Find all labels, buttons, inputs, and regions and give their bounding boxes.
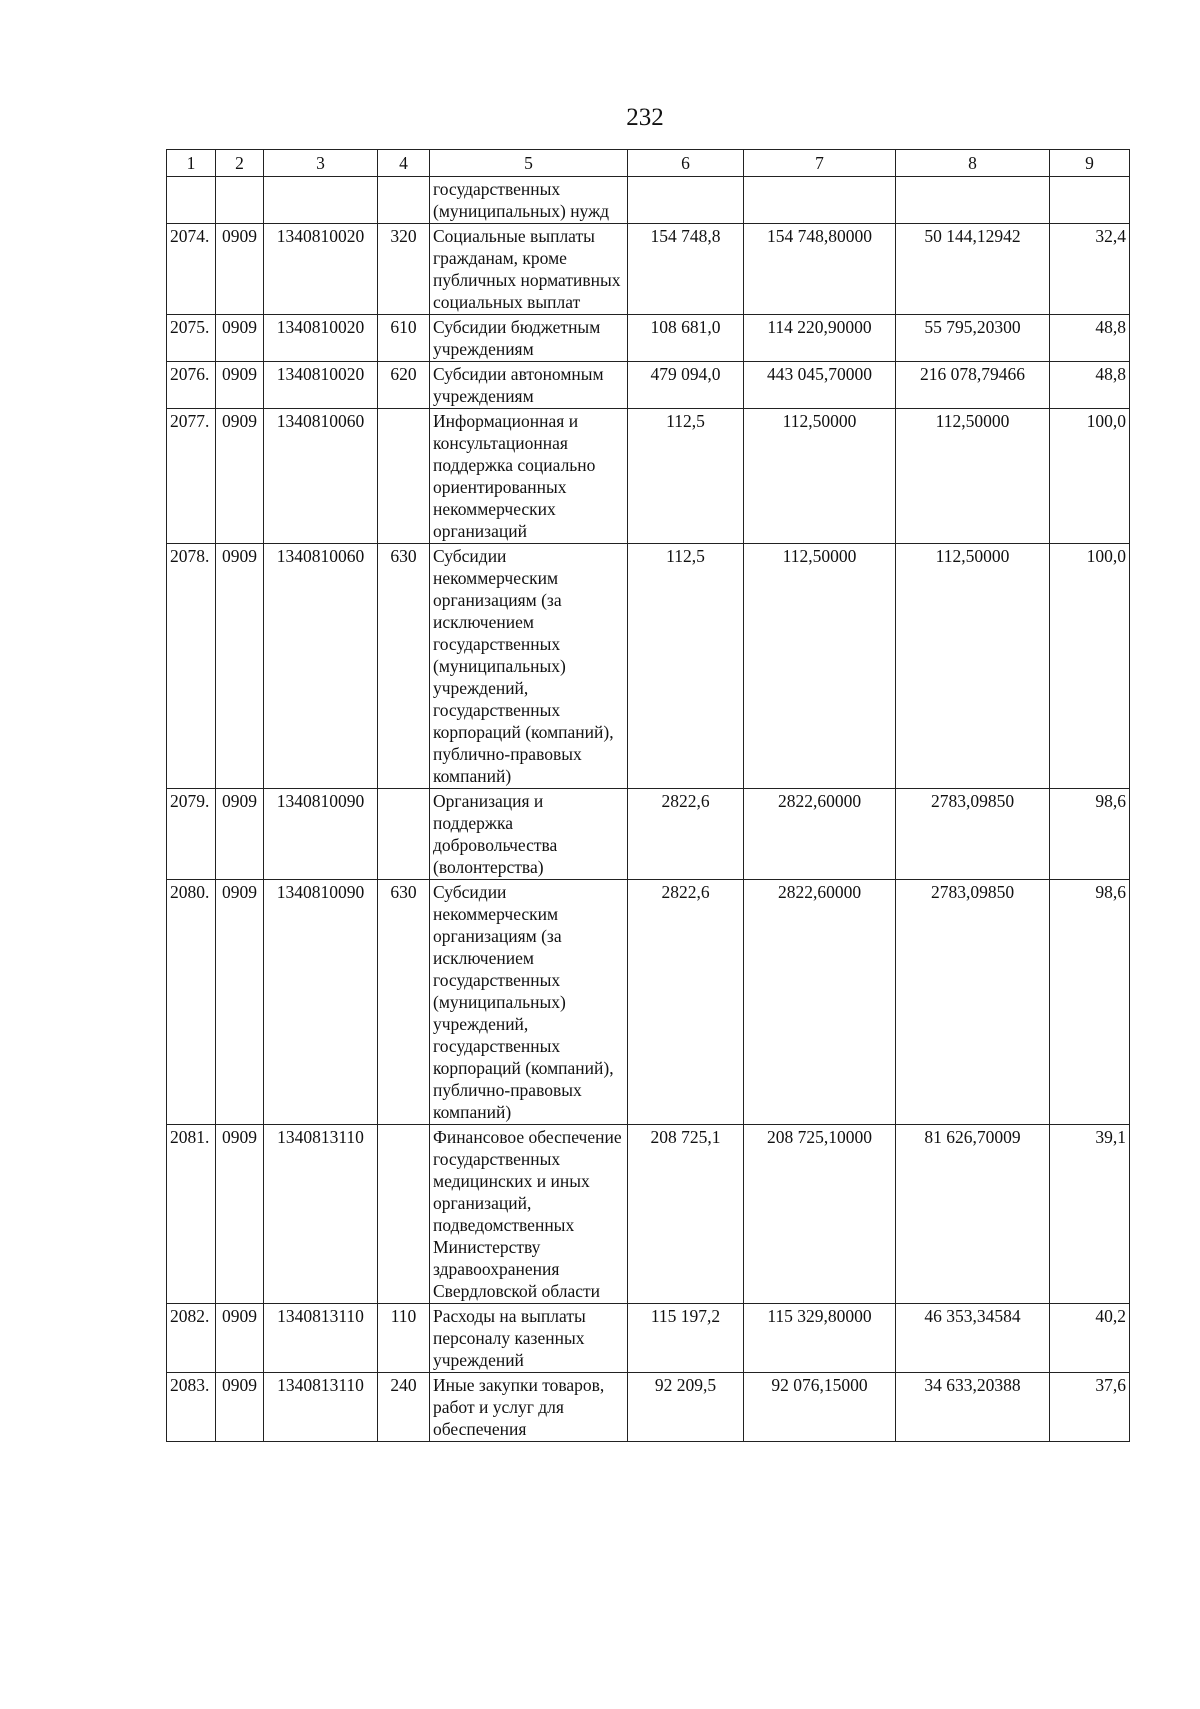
cell-approved-amount bbox=[628, 177, 744, 224]
cell-execution-percent: 100,0 bbox=[1050, 544, 1130, 789]
cell-refined-amount: 114 220,90000 bbox=[744, 315, 896, 362]
cell-approved-amount: 108 681,0 bbox=[628, 315, 744, 362]
cell-description: Организация и поддержка добровольчества (волонтерства) bbox=[430, 789, 628, 880]
cell-execution-percent: 98,6 bbox=[1050, 789, 1130, 880]
cell-execution-percent: 32,4 bbox=[1050, 224, 1130, 315]
cell-executed-amount: 81 626,70009 bbox=[896, 1125, 1050, 1304]
cell-section-code: 0909 bbox=[216, 1304, 264, 1373]
cell-section-code: 0909 bbox=[216, 1125, 264, 1304]
cell-expense-type-code: 620 bbox=[378, 362, 430, 409]
cell-row-number: 2075. bbox=[167, 315, 216, 362]
header-cell: 3 bbox=[264, 150, 378, 177]
cell-row-number: 2081. bbox=[167, 1125, 216, 1304]
cell-approved-amount: 154 748,8 bbox=[628, 224, 744, 315]
cell-approved-amount: 2822,6 bbox=[628, 789, 744, 880]
cell-execution-percent: 98,6 bbox=[1050, 880, 1130, 1125]
cell-target-code: 1340810090 bbox=[264, 789, 378, 880]
cell-execution-percent: 37,6 bbox=[1050, 1373, 1130, 1442]
cell-target-code: 1340810020 bbox=[264, 315, 378, 362]
cell-section-code: 0909 bbox=[216, 1373, 264, 1442]
header-cell: 6 bbox=[628, 150, 744, 177]
cell-expense-type-code bbox=[378, 1125, 430, 1304]
table-row bbox=[167, 880, 1130, 1125]
cell-section-code bbox=[216, 177, 264, 224]
header-cell: 5 bbox=[430, 150, 628, 177]
cell-executed-amount: 2783,09850 bbox=[896, 880, 1050, 1125]
cell-execution-percent: 48,8 bbox=[1050, 362, 1130, 409]
cell-section-code: 0909 bbox=[216, 362, 264, 409]
cell-row-number: 2080. bbox=[167, 880, 216, 1125]
cell-approved-amount: 112,5 bbox=[628, 544, 744, 789]
cell-row-number: 2079. bbox=[167, 789, 216, 880]
header-cell: 4 bbox=[378, 150, 430, 177]
cell-description: Расходы на выплаты персоналу казенных учреждений bbox=[430, 1304, 628, 1373]
table-row bbox=[167, 1373, 1130, 1442]
cell-execution-percent: 48,8 bbox=[1050, 315, 1130, 362]
table-header bbox=[167, 150, 1130, 177]
cell-target-code: 1340810060 bbox=[264, 409, 378, 544]
cell-execution-percent: 40,2 bbox=[1050, 1304, 1130, 1373]
cell-row-number: 2082. bbox=[167, 1304, 216, 1373]
budget-table bbox=[166, 149, 1130, 1442]
cell-target-code: 1340813110 bbox=[264, 1125, 378, 1304]
cell-refined-amount: 208 725,10000 bbox=[744, 1125, 896, 1304]
cell-target-code: 1340810020 bbox=[264, 224, 378, 315]
cell-target-code: 1340810060 bbox=[264, 544, 378, 789]
cell-description: государственных (муниципальных) нужд bbox=[430, 177, 628, 224]
cell-approved-amount: 112,5 bbox=[628, 409, 744, 544]
cell-refined-amount: 92 076,15000 bbox=[744, 1373, 896, 1442]
cell-executed-amount: 216 078,79466 bbox=[896, 362, 1050, 409]
cell-section-code: 0909 bbox=[216, 544, 264, 789]
cell-description: Иные закупки товаров, работ и услуг для обеспечения bbox=[430, 1373, 628, 1442]
cell-refined-amount: 154 748,80000 bbox=[744, 224, 896, 315]
cell-refined-amount: 2822,60000 bbox=[744, 880, 896, 1125]
cell-refined-amount: 112,50000 bbox=[744, 409, 896, 544]
cell-executed-amount: 55 795,20300 bbox=[896, 315, 1050, 362]
cell-executed-amount: 112,50000 bbox=[896, 409, 1050, 544]
cell-approved-amount: 208 725,1 bbox=[628, 1125, 744, 1304]
cell-description: Информационная и консультационная поддержка социально ориентированных некоммерческих организаций bbox=[430, 409, 628, 544]
cell-approved-amount: 92 209,5 bbox=[628, 1373, 744, 1442]
cell-row-number: 2076. bbox=[167, 362, 216, 409]
cell-description: Социальные выплаты гражданам, кроме публичных нормативных социальных выплат bbox=[430, 224, 628, 315]
cell-refined-amount: 115 329,80000 bbox=[744, 1304, 896, 1373]
cell-expense-type-code: 240 bbox=[378, 1373, 430, 1442]
table-body bbox=[167, 177, 1130, 1442]
cell-refined-amount bbox=[744, 177, 896, 224]
cell-executed-amount: 50 144,12942 bbox=[896, 224, 1050, 315]
cell-expense-type-code: 630 bbox=[378, 880, 430, 1125]
cell-refined-amount: 2822,60000 bbox=[744, 789, 896, 880]
table-row bbox=[167, 789, 1130, 880]
cell-target-code: 1340810090 bbox=[264, 880, 378, 1125]
cell-section-code: 0909 bbox=[216, 224, 264, 315]
cell-description: Субсидии бюджетным учреждениям bbox=[430, 315, 628, 362]
cell-section-code: 0909 bbox=[216, 789, 264, 880]
cell-expense-type-code bbox=[378, 789, 430, 880]
table-row bbox=[167, 224, 1130, 315]
page-number: 232 bbox=[626, 104, 664, 131]
cell-row-number: 2078. bbox=[167, 544, 216, 789]
cell-description: Субсидии некоммерческим организациям (за исключением государственных (муниципальных) учреждений, государственных корпораций (компаний), публично-правовых компаний) bbox=[430, 880, 628, 1125]
cell-executed-amount: 46 353,34584 bbox=[896, 1304, 1050, 1373]
cell-row-number: 2083. bbox=[167, 1373, 216, 1442]
cell-section-code: 0909 bbox=[216, 880, 264, 1125]
cell-expense-type-code: 610 bbox=[378, 315, 430, 362]
table-row bbox=[167, 315, 1130, 362]
cell-executed-amount: 112,50000 bbox=[896, 544, 1050, 789]
table-row bbox=[167, 409, 1130, 544]
cell-target-code bbox=[264, 177, 378, 224]
cell-refined-amount: 443 045,70000 bbox=[744, 362, 896, 409]
table-row bbox=[167, 177, 1130, 224]
cell-description: Субсидии некоммерческим организациям (за исключением государственных (муниципальных) учреждений, государственных корпораций (компаний), публично-правовых компаний) bbox=[430, 544, 628, 789]
cell-executed-amount bbox=[896, 177, 1050, 224]
cell-approved-amount: 2822,6 bbox=[628, 880, 744, 1125]
cell-executed-amount: 34 633,20388 bbox=[896, 1373, 1050, 1442]
cell-description: Финансовое обеспечение государственных медицинских и иных организаций, подведомственных Министерству здравоохранения Свердловской области bbox=[430, 1125, 628, 1304]
cell-expense-type-code bbox=[378, 177, 430, 224]
table-row bbox=[167, 1125, 1130, 1304]
table-row bbox=[167, 1304, 1130, 1373]
cell-expense-type-code bbox=[378, 409, 430, 544]
cell-execution-percent: 100,0 bbox=[1050, 409, 1130, 544]
cell-description: Субсидии автономным учреждениям bbox=[430, 362, 628, 409]
header-cell: 1 bbox=[167, 150, 216, 177]
cell-expense-type-code: 630 bbox=[378, 544, 430, 789]
cell-section-code: 0909 bbox=[216, 315, 264, 362]
header-cell: 7 bbox=[744, 150, 896, 177]
cell-refined-amount: 112,50000 bbox=[744, 544, 896, 789]
cell-expense-type-code: 320 bbox=[378, 224, 430, 315]
cell-approved-amount: 479 094,0 bbox=[628, 362, 744, 409]
header-cell: 2 bbox=[216, 150, 264, 177]
cell-executed-amount: 2783,09850 bbox=[896, 789, 1050, 880]
cell-execution-percent: 39,1 bbox=[1050, 1125, 1130, 1304]
header-cell: 9 bbox=[1050, 150, 1130, 177]
cell-target-code: 1340813110 bbox=[264, 1304, 378, 1373]
cell-section-code: 0909 bbox=[216, 409, 264, 544]
table-row bbox=[167, 544, 1130, 789]
header-cell: 8 bbox=[896, 150, 1050, 177]
cell-execution-percent bbox=[1050, 177, 1130, 224]
cell-row-number bbox=[167, 177, 216, 224]
cell-expense-type-code: 110 bbox=[378, 1304, 430, 1373]
cell-approved-amount: 115 197,2 bbox=[628, 1304, 744, 1373]
cell-target-code: 1340810020 bbox=[264, 362, 378, 409]
table-row bbox=[167, 362, 1130, 409]
cell-row-number: 2074. bbox=[167, 224, 216, 315]
cell-target-code: 1340813110 bbox=[264, 1373, 378, 1442]
header-row bbox=[167, 150, 1130, 177]
cell-row-number: 2077. bbox=[167, 409, 216, 544]
